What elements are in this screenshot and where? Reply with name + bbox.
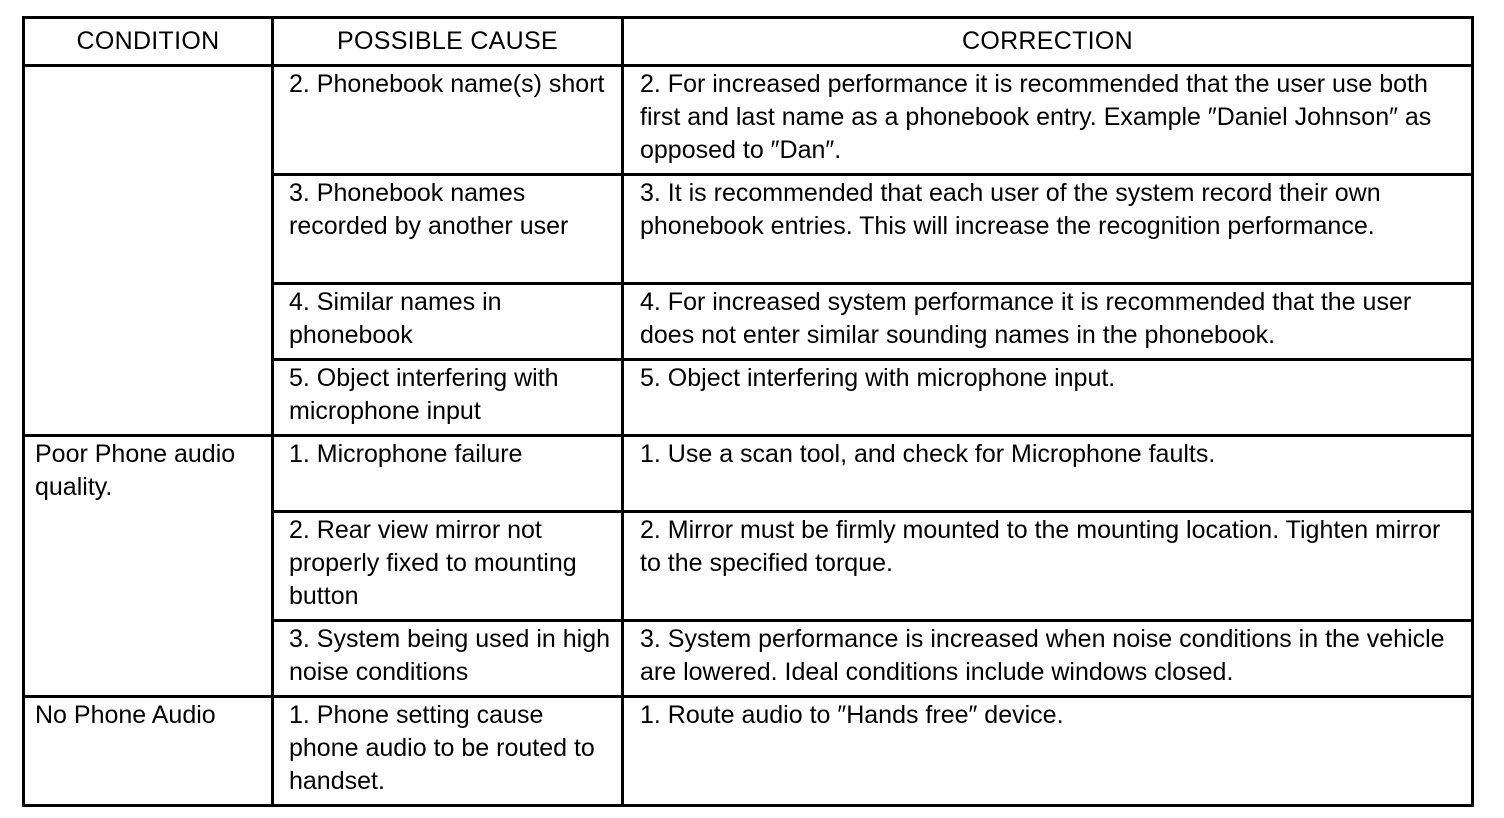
correction-cell: 1. Use a scan tool, and check for Microphone faults.	[623, 436, 1473, 512]
header-row	[24, 18, 1473, 66]
table-row	[24, 436, 1473, 512]
cause-cell: 4. Similar names in phonebook	[273, 284, 623, 360]
condition-cell: No Phone Audio	[24, 697, 273, 806]
header-condition: CONDITION	[24, 18, 273, 66]
condition-cell	[24, 66, 273, 436]
correction-cell: 2. For increased performance it is recommended that the user use both first and last name as a phonebook entry. Example ″Daniel Johnson″ as opposed to ″Dan″.	[623, 66, 1473, 175]
cause-cell: 1. Microphone failure	[273, 436, 623, 512]
cause-cell: 3. System being used in high noise conditions	[273, 621, 623, 697]
cause-cell: 2. Rear view mirror not properly fixed to mounting button	[273, 512, 623, 621]
header-possible-cause: POSSIBLE CAUSE	[273, 18, 623, 66]
correction-cell: 1. Route audio to ″Hands free″ device.	[623, 697, 1473, 806]
cause-cell: 3. Phonebook names recorded by another user	[273, 175, 623, 284]
correction-cell: 4. For increased system performance it is recommended that the user does not enter similar sounding names in the phonebook.	[623, 284, 1473, 360]
condition-cell: Poor Phone audio quality.	[24, 436, 273, 697]
correction-cell: 3. System performance is increased when noise conditions in the vehicle are lowered. Ideal conditions include windows closed.	[623, 621, 1473, 697]
header-correction: CORRECTION	[623, 18, 1473, 66]
correction-cell: 3. It is recommended that each user of the system record their own phonebook entries. This will increase the recognition performance.	[623, 175, 1473, 284]
cause-cell: 5. Object interfering with microphone input	[273, 360, 623, 436]
correction-cell: 5. Object interfering with microphone input.	[623, 360, 1473, 436]
correction-cell: 2. Mirror must be firmly mounted to the mounting location. Tighten mirror to the specified torque.	[623, 512, 1473, 621]
cause-cell: 2. Phonebook name(s) short	[273, 66, 623, 175]
table-row	[24, 697, 1473, 806]
cause-cell: 1. Phone setting cause phone audio to be routed to handset.	[273, 697, 623, 806]
troubleshooting-table	[22, 16, 1474, 807]
table-row	[24, 66, 1473, 175]
